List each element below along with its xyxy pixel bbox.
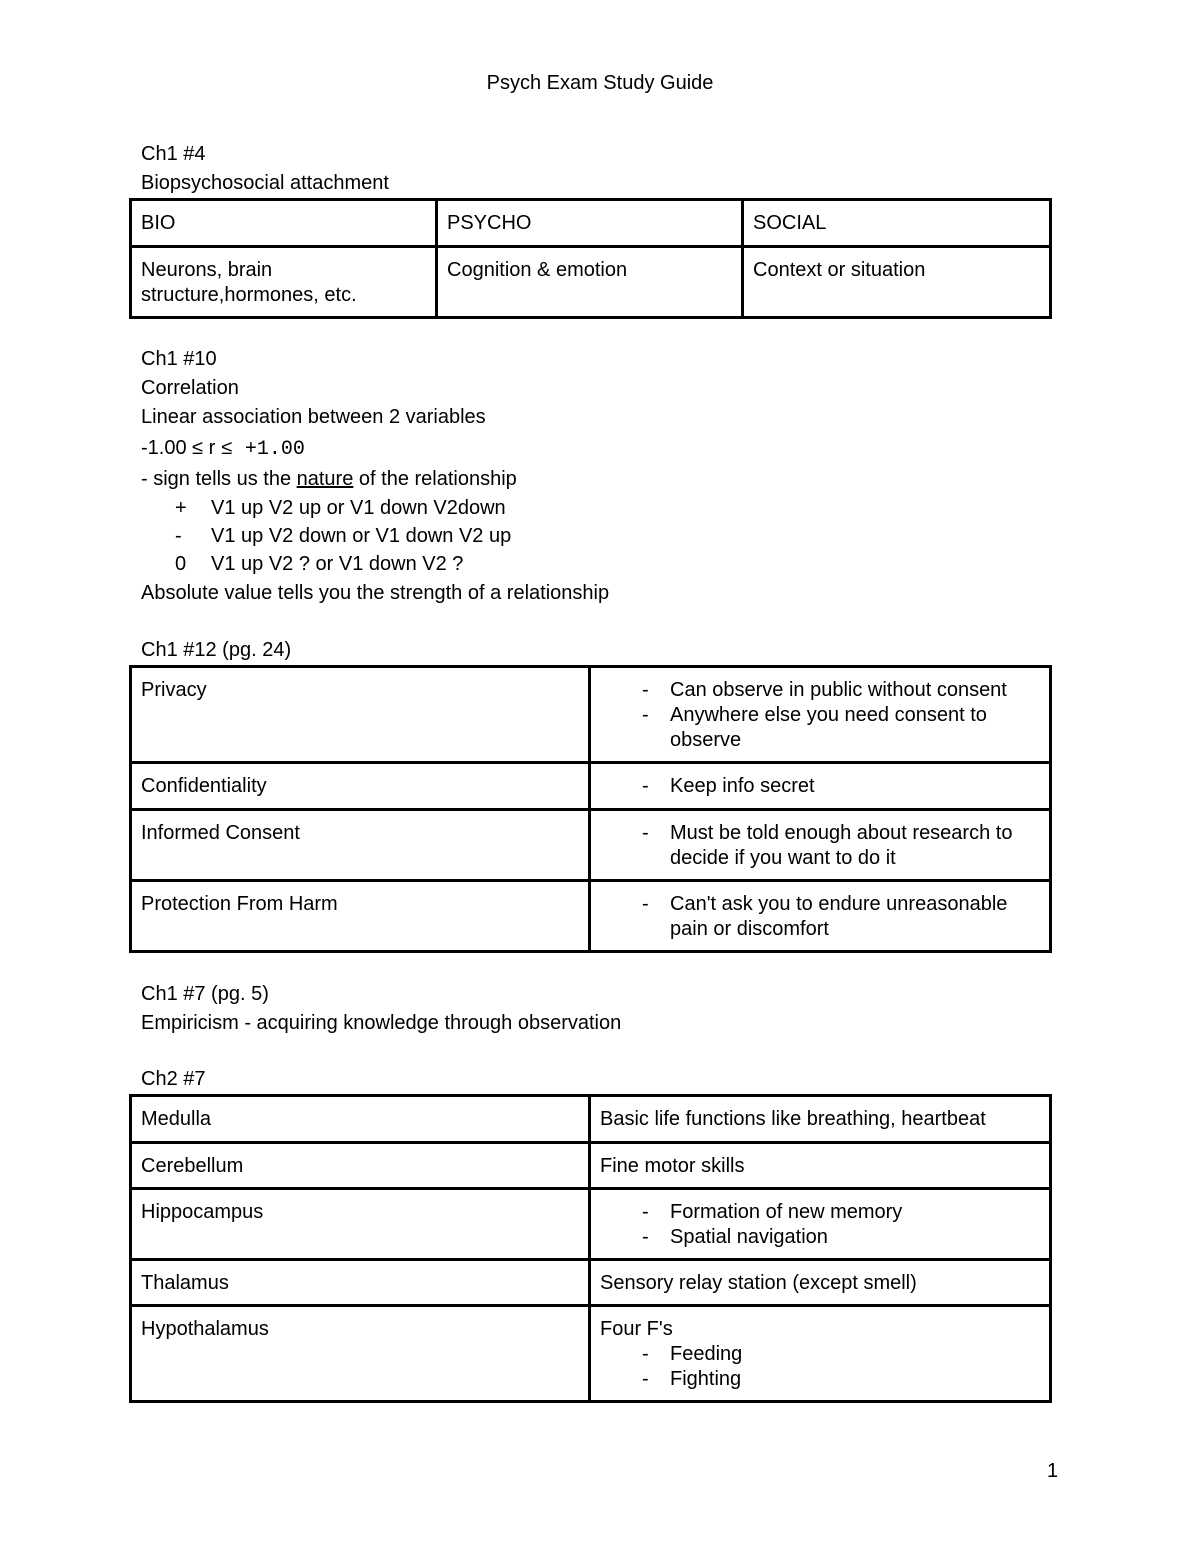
table-cell: Medulla — [131, 1096, 590, 1143]
bullet-symbol: 0 — [175, 553, 187, 575]
brain-structures-table — [129, 1094, 1052, 1403]
table-header-cell: BIO — [131, 200, 437, 247]
text-part: - sign tells us the — [141, 468, 297, 490]
list-item: - Spatial navigation — [600, 1225, 1040, 1250]
list-item: - Feeding — [600, 1342, 1040, 1367]
table-row — [131, 763, 1051, 810]
list-item: - Formation of new memory — [600, 1200, 1040, 1225]
bullet-symbol: + — [175, 497, 187, 519]
table-row — [131, 1306, 1051, 1402]
table-cell: Sensory relay station (except smell) — [590, 1260, 1051, 1306]
table-cell: Informed Consent — [131, 810, 590, 881]
table-cell: Context or situation — [743, 247, 1051, 318]
section-heading-ch1-10: Ch1 #10 — [141, 348, 217, 370]
table-cell: Cerebellum — [131, 1143, 590, 1189]
text-part: of the relationship — [353, 468, 517, 490]
list-item: - Fighting — [600, 1367, 1040, 1392]
section-heading-ch1-4: Ch1 #4 — [141, 143, 206, 165]
bullet-text: V1 up V2 ? or V1 down V2 ? — [211, 553, 464, 575]
range-part: -1.00 ≤ r — [141, 437, 221, 459]
bullet-list — [600, 821, 1040, 871]
bullet-text: V1 up V2 down or V1 down V2 up — [211, 525, 512, 547]
table-cell: Hypothalamus — [131, 1306, 590, 1402]
bullet-symbol: - — [175, 525, 182, 547]
list-item — [175, 496, 506, 520]
text-line: Linear association between 2 variables — [141, 406, 486, 428]
list-item: - Anywhere else you need consent to observe — [600, 703, 1040, 753]
table-row — [131, 881, 1051, 952]
bullet-list — [600, 892, 1040, 942]
bullet-text: V1 up V2 up or V1 down V2down — [211, 497, 506, 519]
table-cell: Privacy — [131, 667, 590, 763]
biopsychosocial-table — [129, 198, 1052, 319]
table-row — [131, 200, 1051, 247]
section-heading-ch1-7: Ch1 #7 (pg. 5) — [141, 983, 269, 1005]
table-row — [131, 1189, 1051, 1260]
table-cell: Thalamus — [131, 1260, 590, 1306]
page-title: Psych Exam Study Guide — [486, 72, 714, 94]
list-item — [175, 552, 463, 576]
list-item: - Must be told enough about research to decide if you want to do it — [600, 821, 1040, 871]
table-row — [131, 1143, 1051, 1189]
text-line: Correlation — [141, 377, 239, 399]
page-number: 1 — [1047, 1460, 1059, 1482]
range-part-mono: ≤ +1.00 — [220, 438, 305, 461]
table-header-cell: SOCIAL — [743, 200, 1051, 247]
correlation-range — [141, 436, 305, 462]
underlined-word: nature — [296, 468, 354, 490]
section-subheading: Biopsychosocial attachment — [141, 172, 389, 194]
text-line — [141, 467, 517, 491]
table-row — [131, 667, 1051, 763]
research-ethics-table — [129, 665, 1052, 953]
bullet-list — [600, 1342, 1040, 1392]
bullet-list — [600, 678, 1040, 753]
table-cell — [590, 667, 1051, 763]
table-cell: Basic life functions like breathing, heartbeat — [590, 1096, 1051, 1143]
section-heading-ch1-12: Ch1 #12 (pg. 24) — [141, 639, 292, 661]
list-item: - Keep info secret — [600, 774, 1040, 799]
table-cell: Confidentiality — [131, 763, 590, 810]
bullet-list — [600, 774, 1040, 799]
table-cell: Neurons, brain structure,hormones, etc. — [131, 247, 437, 318]
table-row — [131, 1260, 1051, 1306]
text-line: Absolute value tells you the strength of a relationship — [141, 582, 610, 604]
bullet-list — [600, 1200, 1040, 1250]
table-row — [131, 247, 1051, 318]
table-cell — [590, 1189, 1051, 1260]
cell-text: Four F's — [600, 1318, 673, 1340]
text-line: Empiricism - acquiring knowledge through observation — [141, 1012, 622, 1034]
list-item — [175, 524, 511, 548]
list-item: - Can't ask you to endure unreasonable pain or discomfort — [600, 892, 1040, 942]
table-cell — [590, 810, 1051, 881]
list-item: - Can observe in public without consent — [600, 678, 1040, 703]
table-cell — [590, 1306, 1051, 1402]
table-header-cell: PSYCHO — [437, 200, 743, 247]
table-row — [131, 1096, 1051, 1143]
table-cell — [590, 763, 1051, 810]
table-row — [131, 810, 1051, 881]
table-cell: Cognition & emotion — [437, 247, 743, 318]
table-cell: Fine motor skills — [590, 1143, 1051, 1189]
table-cell: Hippocampus — [131, 1189, 590, 1260]
table-cell: Protection From Harm — [131, 881, 590, 952]
table-cell — [590, 881, 1051, 952]
section-heading-ch2-7: Ch2 #7 — [141, 1068, 206, 1090]
